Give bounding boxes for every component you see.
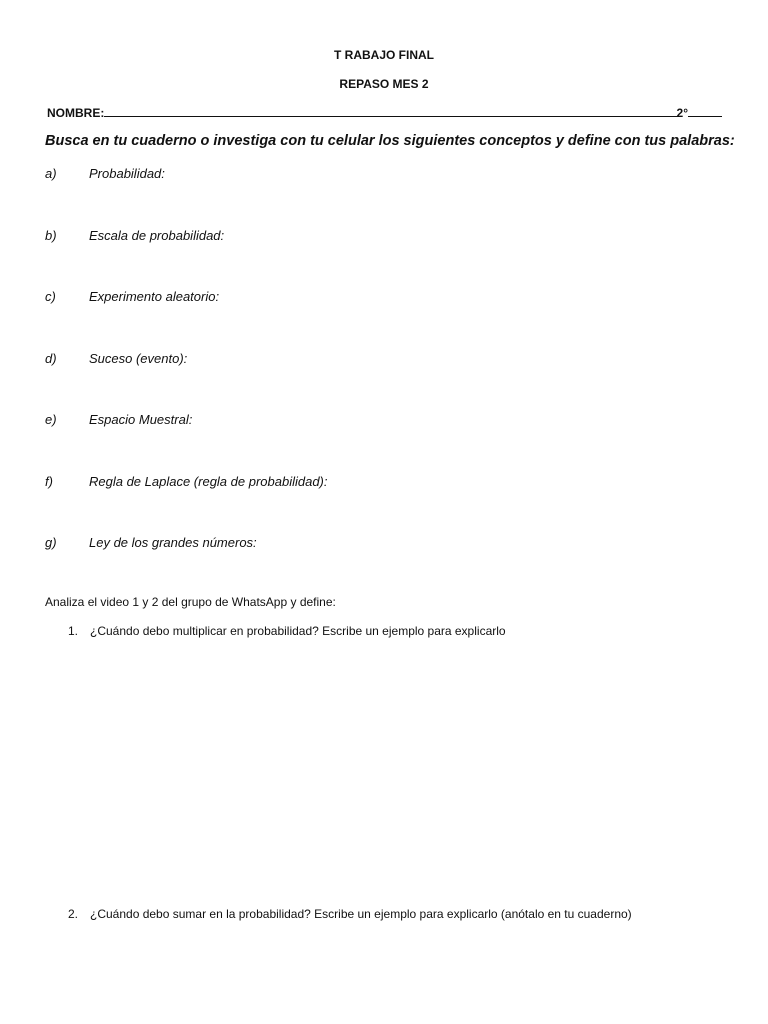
grade-label: 2° [676, 106, 688, 120]
concept-item [45, 166, 165, 181]
concept-letter: e) [45, 412, 57, 427]
concept-letter: c) [45, 289, 56, 304]
concept-letter: b) [45, 228, 57, 243]
concept-text: Experimento aleatorio: [89, 289, 220, 304]
name-label: NOMBRE: [47, 106, 105, 120]
concept-letter: d) [45, 351, 57, 366]
concept-item [45, 412, 192, 427]
question-number: 2. [68, 907, 79, 921]
instruction-text: Busca en tu cuaderno o investiga con tu celular los siguientes conceptos y define con tus palabras: [45, 133, 735, 149]
concept-item [45, 535, 257, 550]
name-row [47, 106, 722, 120]
concept-item [45, 228, 224, 243]
video-section-intro: Analiza el video 1 y 2 del grupo de WhatsApp y define: [45, 595, 336, 609]
question-text: ¿Cuándo debo sumar en la probabilidad? Escribe un ejemplo para explicarlo (anótalo en tu cuaderno) [90, 907, 632, 921]
name-blank-line [104, 106, 676, 117]
concept-item [45, 474, 328, 489]
question-text: ¿Cuándo debo multiplicar en probabilidad? Escribe un ejemplo para explicarlo [90, 624, 506, 638]
concept-text: Regla de Laplace (regla de probabilidad): [89, 474, 328, 489]
page-subtitle: REPASO MES 2 [339, 77, 429, 91]
concept-item [45, 289, 219, 304]
concept-letter: a) [45, 166, 57, 181]
concept-letter: g) [45, 535, 57, 550]
question-number: 1. [68, 624, 79, 638]
grade-blank-line [688, 106, 722, 117]
concept-text: Probabilidad: [89, 166, 165, 181]
concept-text: Ley de los grandes números: [89, 535, 257, 550]
concept-text: Suceso (evento): [89, 351, 188, 366]
concept-text: Escala de probabilidad: [89, 228, 225, 243]
concept-item [45, 351, 187, 366]
page-title: T RABAJO FINAL [334, 48, 434, 62]
question-item [68, 907, 632, 921]
concept-letter: f) [45, 474, 53, 489]
question-item [68, 624, 506, 638]
concept-text: Espacio Muestral: [89, 412, 193, 427]
